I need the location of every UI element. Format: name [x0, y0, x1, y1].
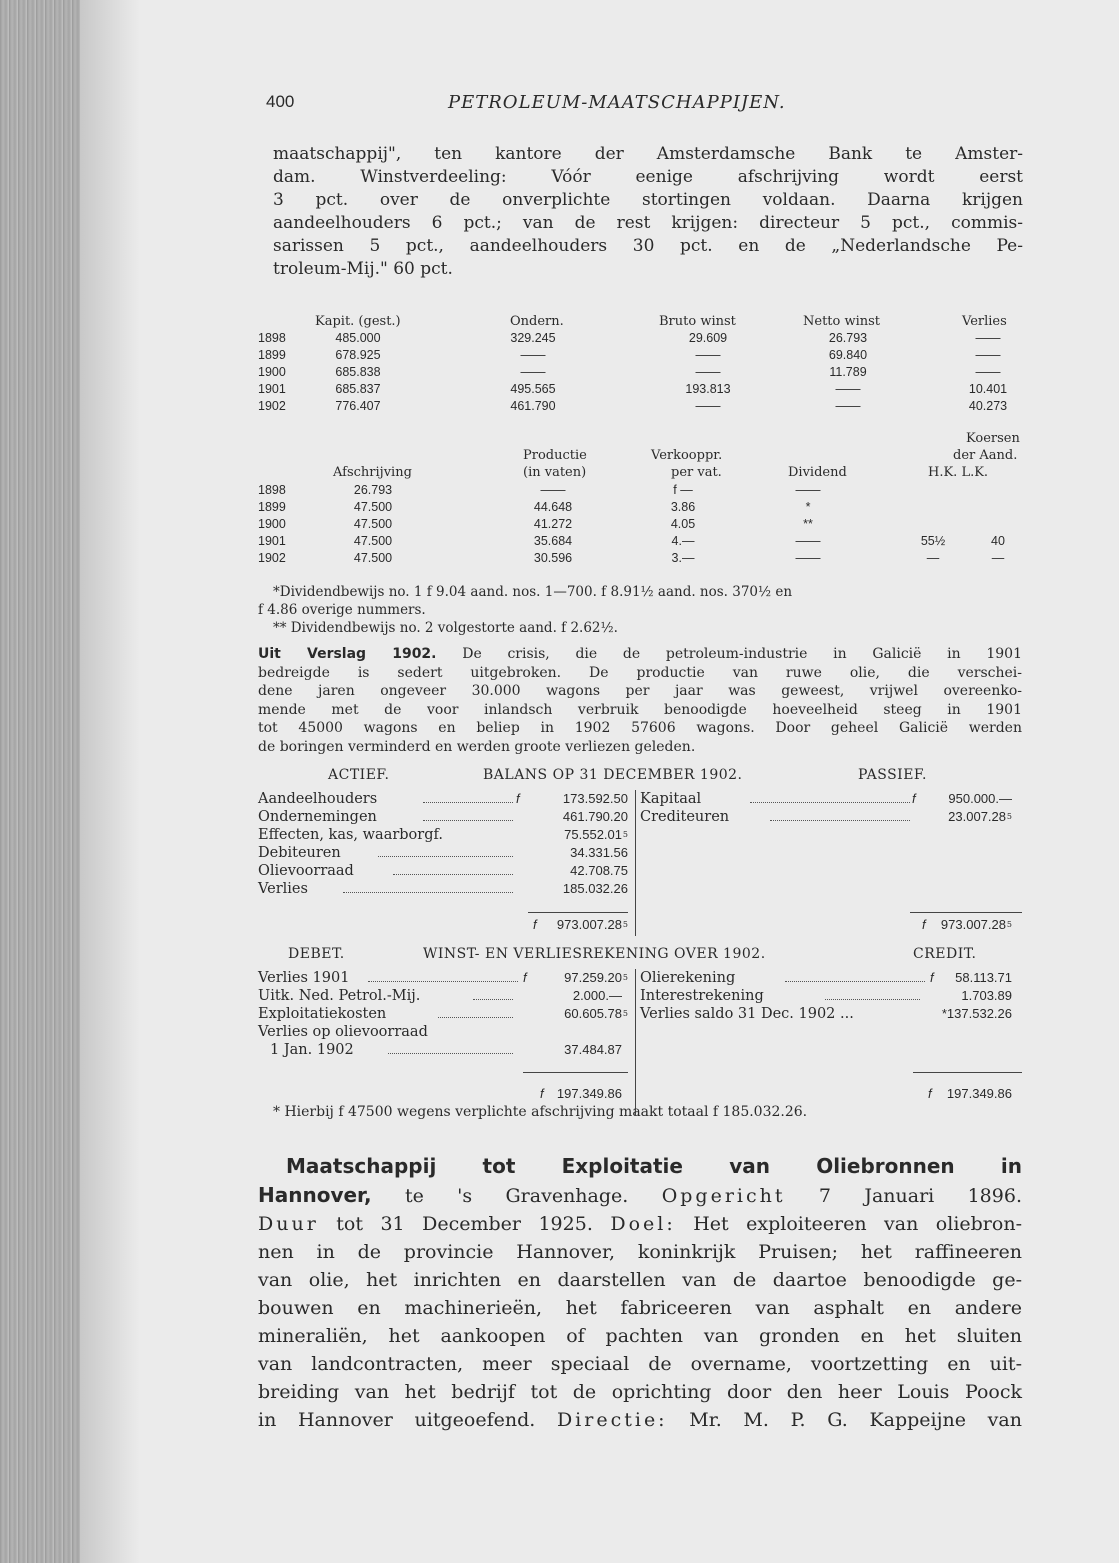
company-name: Maatschappij tot Exploitatie van Oliebronnen in [286, 1154, 1022, 1178]
pl-credit-row: Interestrekening 1.703.89 [640, 988, 1012, 1004]
col-header-dividend: Dividend [788, 465, 847, 480]
total-rule [528, 912, 628, 913]
balance-right-title: PASSIEF. [858, 767, 927, 783]
col-header-hk-lk: H.K. L.K. [928, 465, 989, 480]
company-name-cont: Hannover, [258, 1183, 372, 1207]
dividend-footnotes [258, 583, 1022, 637]
page-gutter-shadow [80, 0, 140, 1563]
pl-debit-row: Uitk. Ned. Petrol.-Mij. 2.000.— [258, 988, 622, 1004]
pl-debit-row: Verlies op olievoorraad [258, 1024, 428, 1040]
col-header-afschrijving: Afschrijving [333, 465, 412, 480]
balance-sheet [258, 766, 1022, 936]
table-row: 1898 26.793 —— f — —— [258, 483, 821, 497]
pl-footnote: * Hierbij f 47500 wegens verplichte afschrijving maakt totaal f 185.032.26. [273, 1104, 808, 1120]
intro-line: dam. Winstverdeeling: Vóór eenige afschrijving wordt eerst [273, 167, 1023, 187]
pl-left-title: DEBET. [288, 946, 345, 962]
pl-title: WINST- EN VERLIESREKENING OVER 1902. [423, 946, 766, 962]
col-header-koersen: Koersen [966, 431, 1020, 446]
intro-line: troleum-Mij." 60 pct. [273, 259, 453, 279]
col-header-kapit: Kapit. (gest.) [315, 314, 401, 329]
col-header-bruto: Bruto winst [659, 314, 736, 329]
intro-paragraph [273, 143, 1023, 281]
table-row: 1899 678.925 —— —— 69.840 —— [258, 348, 1001, 362]
pl-debit-row: Verlies 1901 f 97.259.20 5 [258, 970, 628, 986]
column-divider [635, 790, 636, 936]
intro-line: maatschappij", ten kantore der Amsterdamsche Bank te Amster- [273, 144, 1023, 164]
pl-total-right: f 197.349.86 [928, 1086, 1012, 1101]
running-title: PETROLEUM-MAATSCHAPPIJEN. [448, 92, 786, 113]
pl-debit-row: 1 Jan. 1902 37.484.87 [270, 1042, 622, 1058]
balance-debit-row: Aandeelhouders f 173.592.50 [258, 791, 628, 807]
total-rule [910, 912, 1022, 913]
total-rule [523, 1072, 628, 1073]
pl-credit-row: Olierekening f 58.113.71 [640, 970, 1012, 986]
table-row: 1902 47.500 30.596 3.— —— — — [258, 551, 1005, 565]
balance-debit-row: Olievoorraad 42.708.75 [258, 863, 628, 879]
col-header-productie: Productie [523, 448, 587, 463]
table-row: 1901 685.837 495.565 193.813 —— 10.401 [258, 382, 1008, 396]
profit-loss-account [258, 945, 1022, 1125]
col-header-ondern: Ondern. [510, 314, 564, 329]
company-entry: Maatschappij tot Exploitatie van Oliebronnen in Hannover, te 's Gravenhage. Opgericht 7 Januari 1896. Duur tot 31 December 1925. Doel: Het exploiteeren van oliebron- nen in de provincie Hannover, koninkrijk Pruisen; het raffineeren van olie, het inrichten en daarstellen van de daartoe benoodigde ge- bouwen en machinerieën, het fabriceeren van asphalt en andere mineraliën, het aankoopen of pachten van gronden en het sluiten van landcontracten, meer speciaal de overname, voortzetting en uit- breiding van het bedrijf tot de oprichting door den heer Louis Poock in Hannover uitgeoefend. Directie: Mr. M. P. G. Kappeijne van [258, 1154, 1022, 1431]
intro-line: sarissen 5 pct., aandeelhouders 30 pct. en de „Nederlandsche Pe- [273, 236, 1023, 256]
pl-total-left: f 197.349.86 [540, 1086, 622, 1101]
col-header-verkoop: Verkooppr. [651, 448, 723, 463]
intro-line: 3 pct. over de onverplichte stortingen voldaan. Daarna krijgen [273, 190, 1023, 210]
balance-debit-row: Ondernemingen 461.790.20 [258, 809, 628, 825]
table-row: 1898 485.000 329.245 29.609 26.793 —— [258, 331, 1001, 345]
financial-table-2 [258, 430, 1022, 580]
balance-debit-row: Debiteuren 34.331.56 [258, 845, 628, 861]
verslag-paragraph: Uit Verslag 1902. De crisis, die de petroleum-industrie in Galicië in 1901 bedreigde is sedert uitgebroken. De productie van ruwe olie, die verschei- dene jaren ongeveer 30.000 wagons per jaar was geweest, vrijwel overeenko- mende met de voor inlandsch verbruik benoodigde hoeveelheid steeg in 1901 tot 45000 wagons en beliep in 1902 57606 wagons. Door geheel Galicië werden de boringen verminderd en werden groote verliezen geleden. [258, 646, 1022, 755]
col-header-verlies: Verlies [962, 314, 1007, 329]
page-number: 400 [266, 92, 295, 111]
balance-credit-row: Kapitaal f 950.000.— [640, 791, 1012, 807]
financial-table-1 [258, 313, 1022, 433]
balance-total-left: f 973.007.28 5 [533, 917, 628, 932]
footnote-1-cont: f 4.86 overige nummers. [258, 602, 426, 618]
balance-credit-row: Crediteuren 23.007.28 5 [640, 809, 1012, 825]
footnote-2: ** Dividendbewijs no. 2 volgestorte aand. f 2.62½. [273, 620, 618, 636]
book-binding-edge [0, 0, 80, 1563]
col-header-der-aand: der Aand. [953, 448, 1018, 463]
total-rule [913, 1072, 1022, 1073]
balance-total-right: f 973.007.28 5 [922, 917, 1012, 932]
table-row: 1902 776.407 461.790 —— —— 40.273 [258, 399, 1008, 413]
balance-debit-row: Verlies 185.032.26 [258, 881, 628, 897]
table-row: 1901 47.500 35.684 4.— —— 55½ 40 [258, 534, 1005, 548]
table-row: 1900 47.500 41.272 4.05 ** [258, 517, 813, 531]
column-divider [635, 969, 636, 1115]
pl-right-title: CREDIT. [913, 946, 977, 962]
pl-debit-row: Exploitatiekosten 60.605.78 5 [258, 1006, 628, 1022]
col-header-netto: Netto winst [803, 314, 881, 329]
col-header-per-vat: per vat. [671, 465, 722, 480]
table-row: 1899 47.500 44.648 3.86 * [258, 500, 811, 514]
intro-line: aandeelhouders 6 pct.; van de rest krijgen: directeur 5 pct., commis- [273, 213, 1023, 233]
pl-credit-row: Verlies saldo 31 Dec. 1902 ... *137.532.26 [640, 1006, 1012, 1022]
col-header-in-vaten: (in vaten) [523, 465, 587, 480]
balance-left-title: ACTIEF. [328, 767, 390, 783]
verslag-heading: Uit Verslag 1902. [258, 646, 437, 662]
footnote-1: *Dividendbewijs no. 1 f 9.04 aand. nos. 1—700. f 8.91½ aand. nos. 370½ en [273, 584, 793, 600]
table-row: 1900 685.838 —— —— 11.789 —— [258, 365, 1001, 379]
balance-title: BALANS OP 31 DECEMBER 1902. [483, 767, 743, 783]
balance-debit-row: Effecten, kas, waarborgf. 75.552.01 5 [258, 827, 628, 843]
